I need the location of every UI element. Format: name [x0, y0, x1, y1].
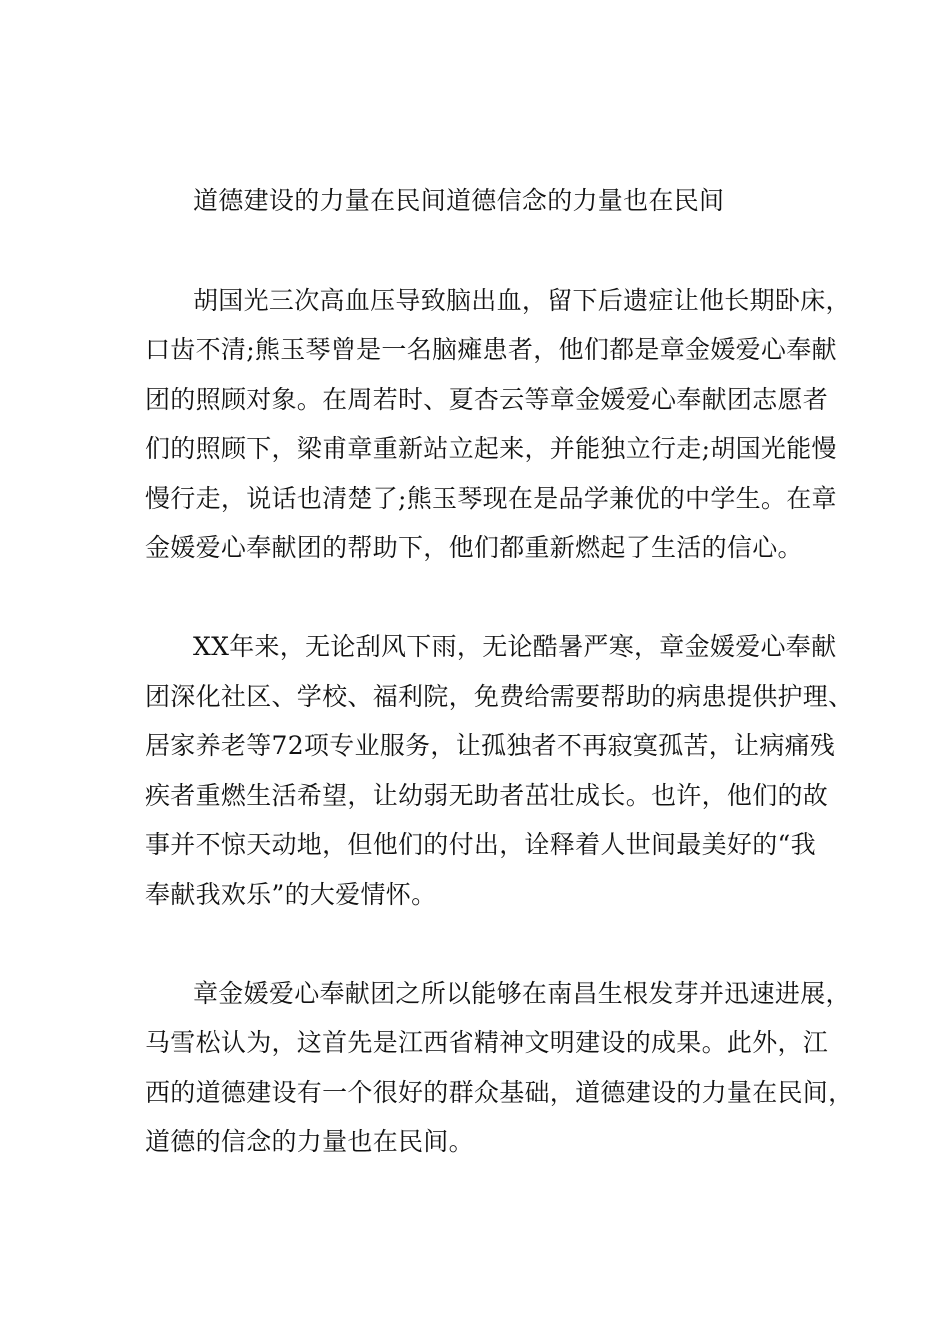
paragraph-2-line-4: 疾者重燃生活希望，让幼弱无助者茁壮成长。也许，他们的故	[145, 781, 829, 810]
paragraph-1-line-1: 胡国光三次高血压导致脑出血，留下后遗症让他长期卧床，	[193, 286, 851, 315]
paragraph-3-line-4: 道德的信念的力量也在民间。	[145, 1127, 474, 1156]
paragraph-3-line-2: 马雪松认为，这首先是江西省精神文明建设的成果。此外，江	[145, 1028, 829, 1057]
paragraph-1-line-3: 团的照顾对象。在周若时、夏杏云等章金媛爱心奉献团志愿者	[145, 385, 829, 414]
paragraph-2-line-6: 奉献我欢乐”的大爱情怀。	[145, 880, 437, 909]
document-title: 道德建设的力量在民间道德信念的力量也在民间	[193, 186, 725, 215]
paragraph-1-line-4: 们的照顾下，梁甫章重新站立起来，并能独立行走;胡国光能慢	[145, 434, 837, 463]
paragraph-1-line-6: 金媛爱心奉献团的帮助下，他们都重新燃起了生活的信心。	[145, 533, 803, 562]
paragraph-2-line-1: XX年来，无论刮风下雨，无论酷暑严寒，章金媛爱心奉献	[193, 632, 837, 661]
paragraph-3-line-1: 章金媛爱心奉献团之所以能够在南昌生根发芽并迅速进展，	[193, 979, 851, 1008]
paragraph-1-line-5: 慢行走，说话也清楚了;熊玉琴现在是品学兼优的中学生。在章	[145, 484, 837, 513]
paragraph-3-line-3: 西的道德建设有一个很好的群众基础，道德建设的力量在民间，	[145, 1078, 854, 1107]
paragraph-1-line-2: 口齿不清;熊玉琴曾是一名脑瘫患者，他们都是章金媛爱心奉献	[145, 335, 837, 364]
paragraph-2-line-5: 事并不惊天动地，但他们的付出，诠释着人世间最美好的“我	[145, 830, 816, 859]
paragraph-2-line-2: 团深化社区、学校、福利院，免费给需要帮助的病患提供护理、	[145, 682, 854, 711]
paragraph-2-line-3: 居家养老等72项专业服务，让孤独者不再寂寞孤苦，让病痛残	[145, 731, 836, 760]
